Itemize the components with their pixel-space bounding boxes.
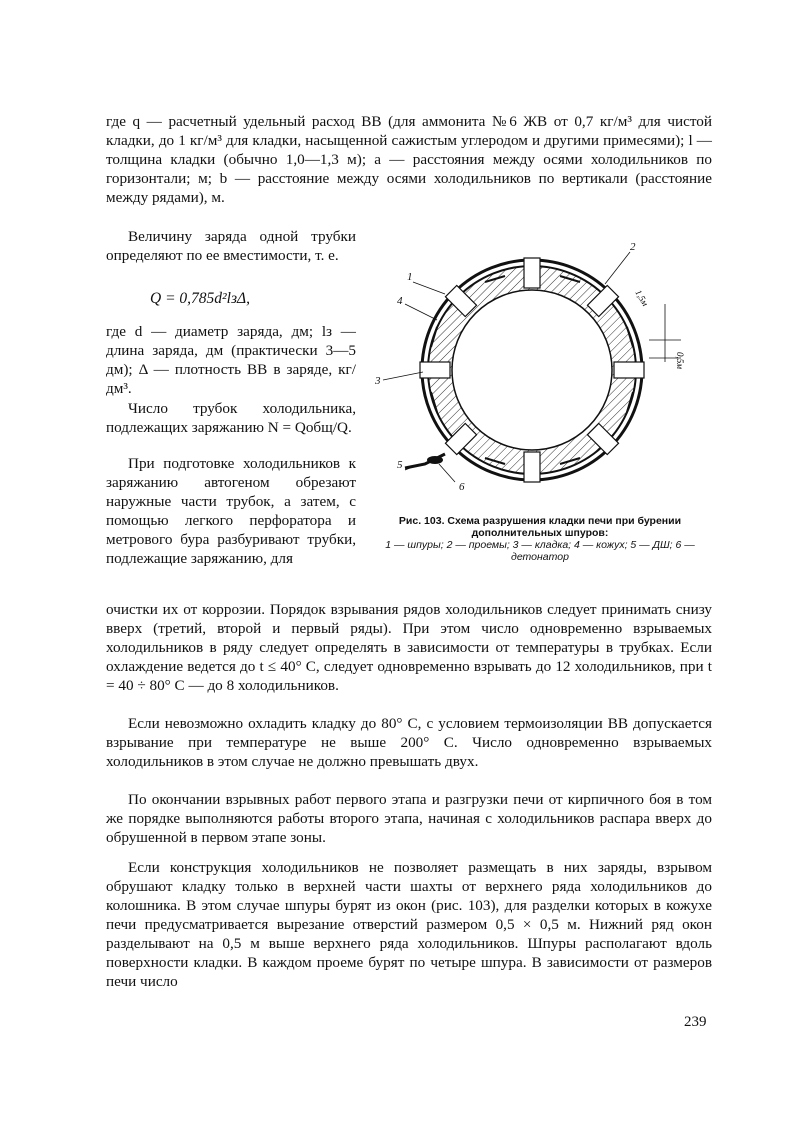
ring-inner: [452, 290, 612, 450]
page-number: 239: [684, 1014, 707, 1030]
label-5: 5: [397, 459, 403, 471]
paragraph-window-drilling: Если конструкция холодильников не позволяет размещать в них заряды, взрывом обрушают кладку только в верхней части шахты от верхнего ряда холодильников до колошника. В этом случае шпуры бурят из окон (рис. 103), для разделки которых в кожухе печи предусматривается вырезание отверстий размером 0,5 × 0,5 м. Нижний ряд окон разделывают на 0,5 м выше верхнего ряда холодильников. Шпуры располагают вдоль поверхности кладки. В каждом проеме бурят по четыре шпура. В зависимости от размеров печи число: [106, 859, 712, 990]
paragraph-second-stage: По окончании взрывных работ первого этапа и разгрузки печи от кирпичного боя в том же порядке выполняются работы второго этапа, начиная с холодильников распара вверх до обрушенной в первом этапе зоны.: [106, 791, 712, 846]
detonator: [427, 456, 443, 464]
formula-charge: Q = 0,785d²lзΔ,: [150, 290, 251, 307]
figure-furnace-ring-diagram: [365, 232, 715, 512]
label-1: 1: [407, 271, 413, 283]
paragraph-formula-terms: где d — диаметр заряда, дм; lз — длина заряда, дм (практически 3—5 дм); Δ — плотность ВВ в заряде, кг/дм³.: [106, 323, 356, 397]
caption-legend: 1 — шпуры; 2 — проемы; 3 — кладка; 4 — кожух; 5 — ДШ; 6 — детонатор: [385, 539, 695, 563]
paragraph-charge-size: Величину заряда одной трубки определяют по ее вместимости, т. е.: [106, 228, 356, 264]
dimension-right: 0,5м: [675, 352, 685, 369]
caption-title: Рис. 103. Схема разрушения кладки печи при бурении дополнительных шпуров:: [398, 515, 682, 539]
label-4: 4: [397, 295, 403, 307]
label-2: 2: [630, 241, 636, 253]
paragraph-thermal-insulation: Если невозможно охладить кладку до 80° С, с условием термоизоляции ВВ допускается взрывание при температуре не выше 200° С. Число одновременно взрываемых холодильников в этом случае не должно превышать двух.: [106, 715, 712, 770]
label-3: 3: [375, 375, 381, 387]
label-6: 6: [459, 481, 465, 493]
dimension-top: 1,5м: [633, 288, 651, 308]
paragraph-definitions: где q — расчетный удельный расход ВВ (для аммонита №6 ЖВ от 0,7 кг/м³ для чистой кладки, до 1 кг/м³ для кладки, насыщенной сажистым углеродом и другими примесями); l — толщина кладки (обычно 1,0—1,3 м); a — расстояния между осями холодильников по горизонтали; м; b — расстояние между осями холодильников по вертикали (расстояние между рядами), м.: [106, 113, 712, 206]
paragraph-preparation: При подготовке холодильников к заряжанию автогеном обрезают наружные части трубок, а затем, с помощью легкого перфоратора и метрового бура разбуривают трубки, подлежащие заряжанию, для: [106, 455, 356, 567]
figure-caption: [365, 515, 715, 563]
paragraph-blasting-order: очистки их от коррозии. Порядок взрывания рядов холодильников следует принимать снизу вверх (третий, второй и первый ряды). При этом число одновременно взрываемых холодильников в ряду следует определять в зависимости от температуры в трубках. Если охлаждение ведется до t ≤ 40° С, следует одновременно взрывать до 12 холодильников, при t = 40 ÷ 80° С — до 8 холодильников.: [106, 601, 712, 694]
paragraph-tube-count: Число трубок холодильника, подлежащих заряжанию N = Qобщ/Q.: [106, 400, 356, 436]
